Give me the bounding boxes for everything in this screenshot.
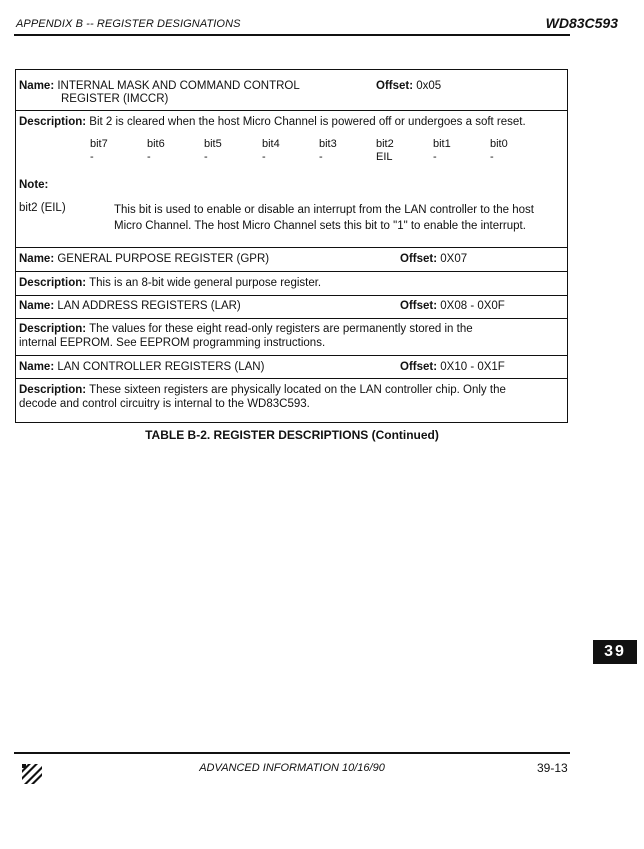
divider — [15, 355, 568, 356]
lar-name-row — [19, 300, 241, 312]
gpr-desc-text: This is an 8-bit wide general purpose register. — [89, 277, 322, 289]
footer-advanced-info: ADVANCED INFORMATION 10/16/90 — [199, 762, 385, 774]
lar-offset-value: 0X08 - 0X0F — [440, 300, 505, 312]
lan-offset-label: Offset: — [400, 361, 438, 373]
gpr-offset — [400, 253, 467, 265]
divider — [15, 295, 568, 296]
page-number: 39-13 — [537, 761, 568, 775]
imccr-name: INTERNAL MASK AND COMMAND CONTROL — [57, 80, 300, 92]
bit-name: bit0 — [490, 138, 508, 150]
bit-name: bit4 — [262, 138, 280, 150]
lan-desc-line1: These sixteen registers are physically located on the LAN controller chip. Only the — [89, 384, 506, 396]
lar-name-label: Name: — [19, 300, 55, 312]
bit-name: bit5 — [204, 138, 222, 150]
lar-desc-line2: internal EEPROM. See EEPROM programming instructions. — [19, 337, 326, 349]
lan-description — [19, 384, 506, 396]
bit-name: bit1 — [433, 138, 451, 150]
imccr-offset-label: Offset: — [376, 80, 414, 92]
lar-desc-line1: The values for these eight read-only registers are permanently stored in the — [89, 323, 473, 335]
gpr-desc-label: Description: — [19, 277, 87, 289]
header-part-number: WD83C593 — [545, 15, 618, 31]
bit-value: - — [433, 151, 437, 163]
lan-name: LAN CONTROLLER REGISTERS (LAN) — [57, 361, 265, 373]
bit-name: bit3 — [319, 138, 337, 150]
bit-value: - — [319, 151, 323, 163]
chapter-tab: 39 — [593, 640, 637, 664]
imccr-description — [19, 116, 526, 128]
bit-name: bit2 — [376, 138, 394, 150]
bit-value: - — [262, 151, 266, 163]
gpr-offset-label: Offset: — [400, 253, 438, 265]
table-caption: TABLE B-2. REGISTER DESCRIPTIONS (Continued) — [145, 428, 439, 442]
gpr-offset-value: 0X07 — [440, 253, 468, 265]
divider — [15, 110, 568, 111]
lan-name-label: Name: — [19, 361, 55, 373]
imccr-desc-label: Description: — [19, 116, 87, 128]
lan-offset-value: 0X10 - 0X1F — [440, 361, 505, 373]
lar-offset-label: Offset: — [400, 300, 438, 312]
footer-rule — [14, 752, 570, 754]
lar-description — [19, 323, 473, 335]
imccr-offset — [376, 80, 441, 92]
gpr-name-row — [19, 253, 269, 265]
bit-name: bit6 — [147, 138, 165, 150]
divider — [15, 247, 568, 248]
gpr-name: GENERAL PURPOSE REGISTER (GPR) — [57, 253, 270, 265]
lar-desc-label: Description: — [19, 323, 87, 335]
bit-value: - — [204, 151, 208, 163]
gpr-description — [19, 277, 321, 289]
imccr-offset-value: 0x05 — [416, 80, 442, 92]
imccr-desc-text: Bit 2 is cleared when the host Micro Channel is powered off or undergoes a soft reset. — [89, 116, 526, 128]
lan-desc-label: Description: — [19, 384, 87, 396]
imccr-note-text: This bit is used to enable or disable an interrupt from the LAN controller to the host Micro Channel. The host Micro Channel sets this bit to "1" to enable the interrupt. — [114, 204, 534, 232]
header-rule — [14, 34, 570, 36]
header-section-title: APPENDIX B -- REGISTER DESIGNATIONS — [16, 18, 241, 30]
imccr-name-row — [19, 80, 300, 92]
bit-value: - — [490, 151, 494, 163]
divider — [15, 378, 568, 379]
lar-offset — [400, 300, 505, 312]
imccr-name-line2: REGISTER (IMCCR) — [61, 93, 169, 105]
lar-name: LAN ADDRESS REGISTERS (LAR) — [57, 300, 241, 312]
bit-value: - — [147, 151, 151, 163]
bit-value: - — [90, 151, 94, 163]
divider — [15, 271, 568, 272]
imccr-note-term: bit2 (EIL) — [19, 202, 66, 214]
imccr-name-label: Name: — [19, 80, 55, 92]
gpr-name-label: Name: — [19, 253, 55, 265]
lan-name-row — [19, 361, 264, 373]
bit-value: EIL — [376, 151, 393, 163]
lan-desc-line2: decode and control circuitry is internal to the WD83C593. — [19, 398, 310, 410]
divider — [15, 318, 568, 319]
imccr-note-label: Note: — [19, 179, 49, 191]
bit-name: bit7 — [90, 138, 108, 150]
lan-offset — [400, 361, 505, 373]
